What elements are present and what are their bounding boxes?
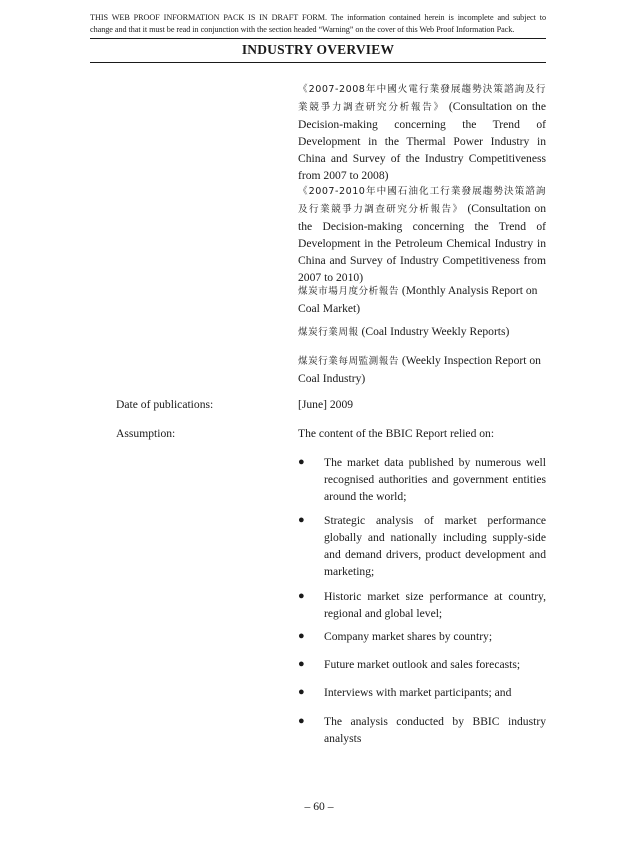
section-title: INDUSTRY OVERVIEW (241, 42, 395, 57)
bullet-text: The market data published by numerous well recognised authorities and government entities around the world; (324, 456, 546, 503)
source-english-title: (Consultation on the Decision-making concerning the Trend of Development in the Thermal Power Industry in China and Survey of the Industry Competitiveness from 2007 to 2008) (298, 100, 546, 182)
bullet-text: Historic market size performance at country, regional and global level; (324, 590, 546, 620)
source-chinese-title: 煤炭市場月度分析報告 (298, 286, 399, 297)
source-entry (298, 282, 546, 317)
disclaimer-line-1: THIS WEB PROOF INFORMATION PACK IS IN DRAFT FORM. The information contained herein is incomplete and subject to (90, 13, 546, 22)
bullet-text: Company market shares by country; (324, 630, 493, 643)
bullet-icon: ● (298, 715, 305, 727)
bullet-text: Strategic analysis of market performance globally and nationally including supply-side and demand drivers, product development and marketing; (324, 514, 546, 578)
source-entry (298, 80, 546, 184)
bullet-icon: ● (298, 658, 305, 670)
source-english-title: (Consultation on the Decision-making concerning the Trend of Development in the Petroleum Chemical Industry in China and Survey of Industry Competitiveness from 2007 to 2010) (298, 202, 546, 284)
source-chinese-title: 《2007-2010年中國石油化工行業發展趨勢決策諮詢及行業競爭力調查研究分析報告》 (298, 186, 546, 215)
assumption-intro: The content of the BBIC Report relied on: (298, 427, 495, 440)
page-number: – 60 – (304, 800, 334, 813)
bullet-icon: ● (298, 630, 305, 642)
assumption-label: Assumption: (116, 427, 176, 440)
source-english-title: (Monthly Analysis Report on Coal Market) (298, 284, 538, 315)
bullet-text: Future market outlook and sales forecasts; (324, 658, 521, 671)
source-entry (298, 352, 546, 387)
publication-date-value: [June] 2009 (298, 398, 354, 411)
disclaimer-line-2: change and that it must be read in conjunction with the section headed “Warning” on the cover of this Web Proof Information Pack. (90, 25, 515, 34)
source-chinese-title: 煤炭行業周報 (298, 327, 359, 338)
bullet-icon: ● (298, 686, 305, 698)
source-english-title: (Weekly Inspection Report on Coal Industry) (298, 354, 541, 385)
source-english-title: (Coal Industry Weekly Reports) (361, 325, 510, 338)
title-rule (90, 62, 546, 63)
bullet-text: The analysis conducted by BBIC industry analysts (324, 715, 546, 745)
bullet-text: Interviews with market participants; and (324, 686, 512, 699)
draft-disclaimer (90, 12, 546, 36)
source-entry (298, 323, 546, 341)
bullet-icon: ● (298, 456, 305, 468)
bullet-icon: ● (298, 590, 305, 602)
bullet-icon: ● (298, 514, 305, 526)
source-chinese-title: 《2007-2008年中國火電行業發展趨勢決策諮詢及行業競爭力調查研究分析報告》 (298, 84, 546, 113)
source-chinese-title: 煤炭行業每周監測報告 (298, 356, 399, 367)
header-rule (90, 38, 546, 39)
source-entry (298, 182, 546, 286)
publication-date-label: Date of publications: (116, 398, 214, 411)
